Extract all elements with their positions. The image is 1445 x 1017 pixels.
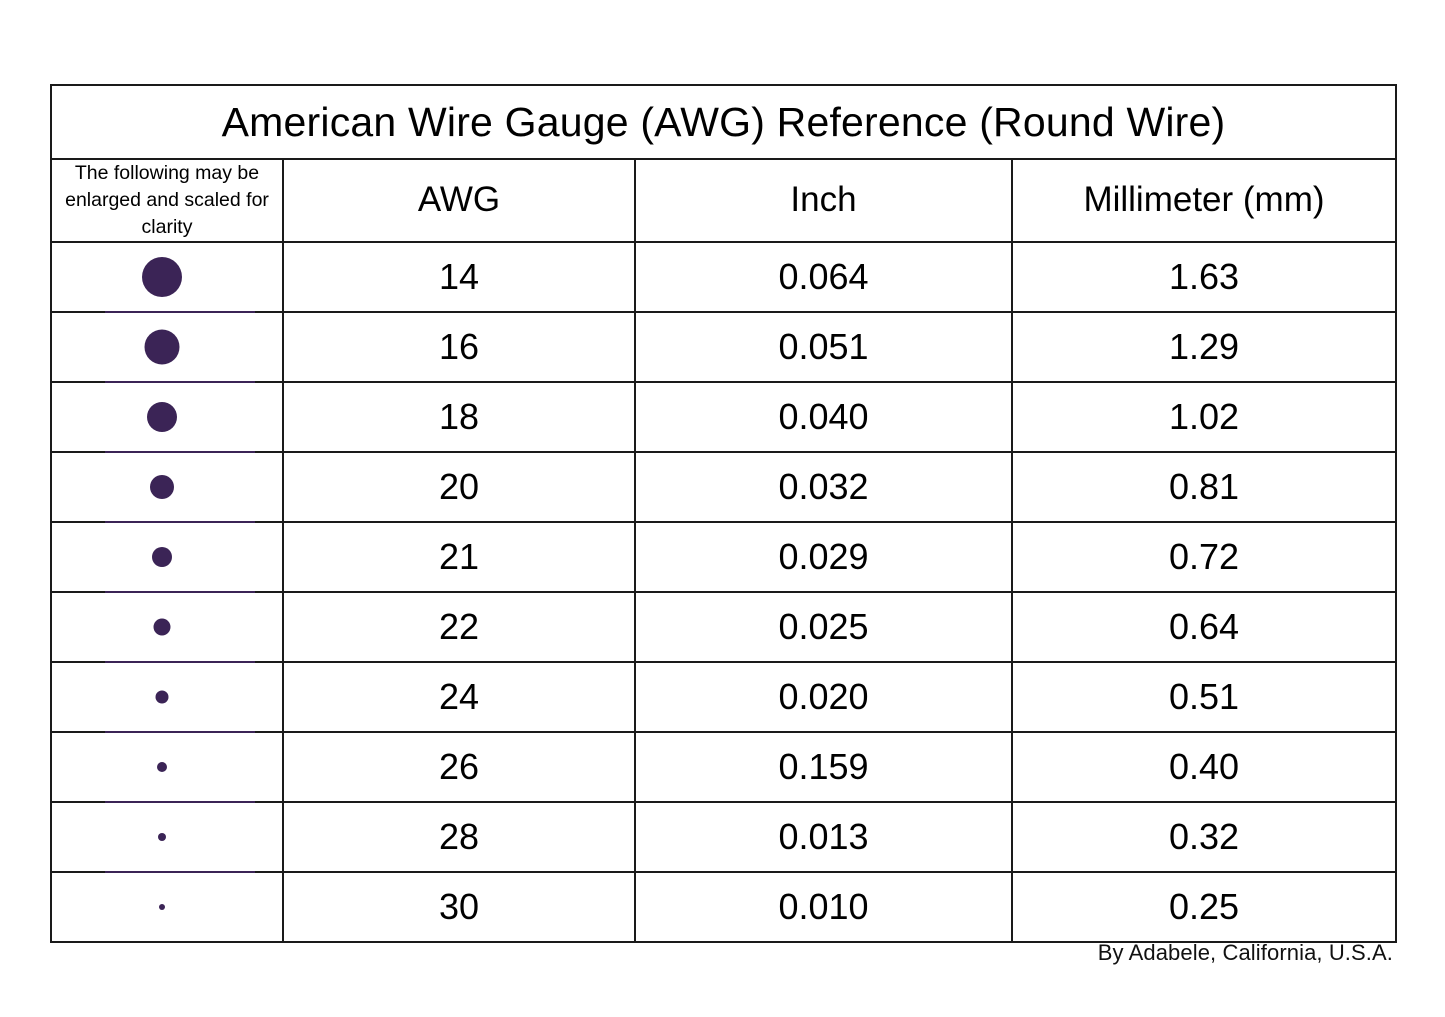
wire-size-visual-cell [51, 872, 283, 942]
wire-cross-section-dot [142, 257, 182, 297]
wire-size-visual [52, 523, 282, 591]
wire-size-visual-cell [51, 662, 283, 732]
wire-cross-section-dot [157, 762, 167, 772]
table-row [51, 872, 1396, 942]
wire-size-visual-cell [51, 242, 283, 312]
wire-size-visual-cell [51, 452, 283, 522]
wire-size-visual [52, 873, 282, 941]
header-awg: AWG [283, 159, 635, 242]
mm-value: 0.51 [1012, 662, 1396, 732]
inch-value: 0.029 [635, 522, 1012, 592]
inch-value: 0.020 [635, 662, 1012, 732]
wire-size-visual-cell [51, 732, 283, 802]
wire-size-visual-cell [51, 802, 283, 872]
wire-size-visual [52, 313, 282, 381]
wire-size-visual-cell [51, 592, 283, 662]
awg-value: 22 [283, 592, 635, 662]
inch-value: 0.013 [635, 802, 1012, 872]
awg-value: 16 [283, 312, 635, 382]
awg-value: 20 [283, 452, 635, 522]
inch-value: 0.032 [635, 452, 1012, 522]
wire-size-visual [52, 383, 282, 451]
awg-reference-table [50, 84, 1397, 943]
mm-value: 0.81 [1012, 452, 1396, 522]
wire-cross-section-dot [152, 547, 172, 567]
header-inch: Inch [635, 159, 1012, 242]
inch-value: 0.159 [635, 732, 1012, 802]
wire-size-visual [52, 733, 282, 801]
data-rows [51, 242, 1396, 942]
table-body [51, 85, 1396, 242]
credit-line: By Adabele, California, U.S.A. [1097, 940, 1393, 965]
inch-value: 0.010 [635, 872, 1012, 942]
mm-value: 0.72 [1012, 522, 1396, 592]
wire-cross-section-dot [158, 833, 166, 841]
wire-size-visual-cell [51, 382, 283, 452]
table-row [51, 312, 1396, 382]
inch-value: 0.025 [635, 592, 1012, 662]
header-row [51, 159, 1396, 242]
wire-size-visual [52, 453, 282, 521]
inch-value: 0.051 [635, 312, 1012, 382]
table-row [51, 732, 1396, 802]
wire-cross-section-dot [154, 618, 171, 635]
wire-size-visual-cell [51, 522, 283, 592]
table-row [51, 382, 1396, 452]
mm-value: 0.25 [1012, 872, 1396, 942]
wire-size-visual [52, 803, 282, 871]
mm-value: 0.40 [1012, 732, 1396, 802]
header-mm: Millimeter (mm) [1012, 159, 1396, 242]
table-row [51, 662, 1396, 732]
awg-value: 24 [283, 662, 635, 732]
page-title: American Wire Gauge (AWG) Reference (Round Wire) [51, 85, 1396, 159]
inch-value: 0.040 [635, 382, 1012, 452]
mm-value: 1.02 [1012, 382, 1396, 452]
title-row [51, 85, 1396, 159]
wire-size-visual [52, 243, 282, 311]
awg-value: 21 [283, 522, 635, 592]
mm-value: 1.63 [1012, 242, 1396, 312]
mm-value: 1.29 [1012, 312, 1396, 382]
table-row [51, 592, 1396, 662]
inch-value: 0.064 [635, 242, 1012, 312]
wire-cross-section-dot [156, 690, 169, 703]
wire-size-visual [52, 593, 282, 661]
awg-table-container [50, 84, 1395, 943]
awg-value: 14 [283, 242, 635, 312]
wire-cross-section-dot [150, 475, 174, 499]
awg-value: 26 [283, 732, 635, 802]
mm-value: 0.32 [1012, 802, 1396, 872]
header-note: The following may be enlarged and scaled for clarity [51, 159, 283, 242]
wire-size-visual-cell [51, 312, 283, 382]
mm-value: 0.64 [1012, 592, 1396, 662]
wire-cross-section-dot [145, 329, 180, 364]
table-row [51, 522, 1396, 592]
awg-value: 28 [283, 802, 635, 872]
table-row [51, 802, 1396, 872]
wire-cross-section-dot [159, 904, 165, 910]
awg-value: 30 [283, 872, 635, 942]
table-row [51, 452, 1396, 522]
table-row [51, 242, 1396, 312]
awg-value: 18 [283, 382, 635, 452]
wire-size-visual [52, 663, 282, 731]
wire-cross-section-dot [147, 402, 177, 432]
